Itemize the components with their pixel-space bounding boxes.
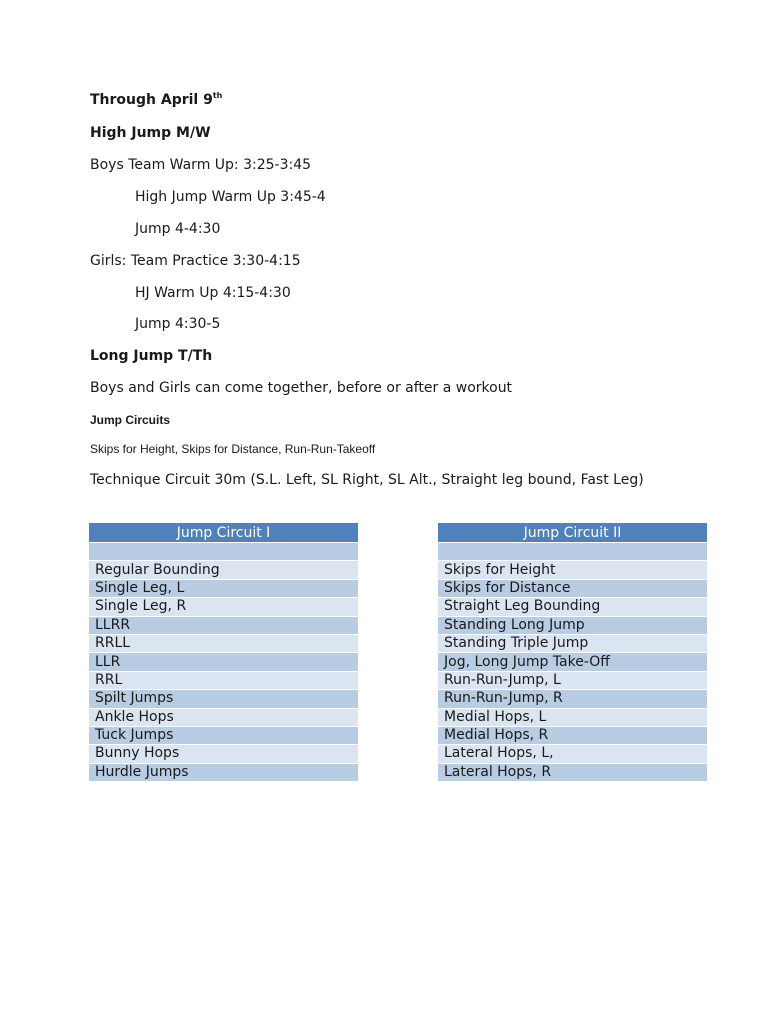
table-cell: Skips for Height	[438, 561, 707, 579]
table-cell: Bunny Hops	[89, 745, 358, 763]
table-row	[438, 690, 707, 708]
table-row	[89, 708, 358, 726]
table-row	[438, 579, 707, 597]
table-row	[89, 616, 358, 634]
table-cell: Standing Triple Jump	[438, 634, 707, 652]
table-row	[89, 579, 358, 597]
table-cell: Medial Hops, L	[438, 708, 707, 726]
table-cell: Skips for Distance	[438, 579, 707, 597]
table-row	[438, 616, 707, 634]
table-cell	[89, 543, 358, 561]
jump-circuits-heading: Jump Circuits	[90, 413, 171, 427]
table-cell: Jog, Long Jump Take-Off	[438, 653, 707, 671]
title-text: Through April 9	[90, 92, 213, 108]
table-row	[89, 671, 358, 689]
hj-warmup-line: High Jump Warm Up 3:45-4	[135, 189, 326, 205]
table-row	[438, 708, 707, 726]
table-cell: Straight Leg Bounding	[438, 598, 707, 616]
hj-warmup-girls-line: HJ Warm Up 4:15-4:30	[135, 285, 291, 301]
title-superscript: th	[212, 91, 223, 100]
table-row	[438, 671, 707, 689]
jump-circuit-2-table	[438, 523, 707, 782]
table-row	[438, 763, 707, 781]
table-cell: LLRR	[89, 616, 358, 634]
table-cell: Single Leg, R	[89, 598, 358, 616]
table-row	[438, 634, 707, 652]
table-cell: Tuck Jumps	[89, 726, 358, 744]
table-cell: Spilt Jumps	[89, 690, 358, 708]
table-row	[438, 598, 707, 616]
table-cell: Ankle Hops	[89, 708, 358, 726]
high-jump-heading: High Jump M/W	[90, 125, 211, 141]
table-row	[89, 543, 358, 561]
table-cell: Single Leg, L	[89, 579, 358, 597]
table-row	[438, 745, 707, 763]
jump-girls-line: Jump 4:30-5	[135, 316, 221, 332]
table-row	[438, 726, 707, 744]
table-row	[89, 745, 358, 763]
jump-circuits-list: Skips for Height, Skips for Distance, Run-Run-Takeoff	[90, 442, 376, 456]
table-row	[89, 598, 358, 616]
table-header: Jump Circuit II	[438, 523, 707, 543]
table-cell: Standing Long Jump	[438, 616, 707, 634]
table-row	[89, 763, 358, 781]
table-cell: Lateral Hops, L,	[438, 745, 707, 763]
table-cell: RRLL	[89, 634, 358, 652]
table-cell: Run-Run-Jump, R	[438, 690, 707, 708]
table-row	[89, 653, 358, 671]
jump-boys-line: Jump 4-4:30	[135, 221, 221, 237]
table-row	[89, 634, 358, 652]
table-cell: Run-Run-Jump, L	[438, 671, 707, 689]
jump-circuit-1-table	[89, 523, 358, 782]
table-row	[438, 561, 707, 579]
document-title	[90, 92, 222, 108]
table-row	[438, 543, 707, 561]
table-cell: Medial Hops, R	[438, 726, 707, 744]
table-row	[89, 561, 358, 579]
table-cell: Lateral Hops, R	[438, 763, 707, 781]
boys-warmup-line: Boys Team Warm Up: 3:25-3:45	[90, 157, 312, 173]
table-row	[89, 690, 358, 708]
table-row	[438, 653, 707, 671]
table-cell: Hurdle Jumps	[89, 763, 358, 781]
girls-practice-line: Girls: Team Practice 3:30-4:15	[90, 253, 301, 269]
table-cell: Regular Bounding	[89, 561, 358, 579]
table-cell: LLR	[89, 653, 358, 671]
long-jump-heading: Long Jump T/Th	[90, 348, 213, 364]
table-cell	[438, 543, 707, 561]
table-header: Jump Circuit I	[89, 523, 358, 543]
technique-circuit-line: Technique Circuit 30m (S.L. Left, SL Right, SL Alt., Straight leg bound, Fast Leg)	[90, 472, 644, 488]
long-jump-note: Boys and Girls can come together, before or after a workout	[90, 380, 513, 396]
table-cell: RRL	[89, 671, 358, 689]
table-row	[89, 726, 358, 744]
